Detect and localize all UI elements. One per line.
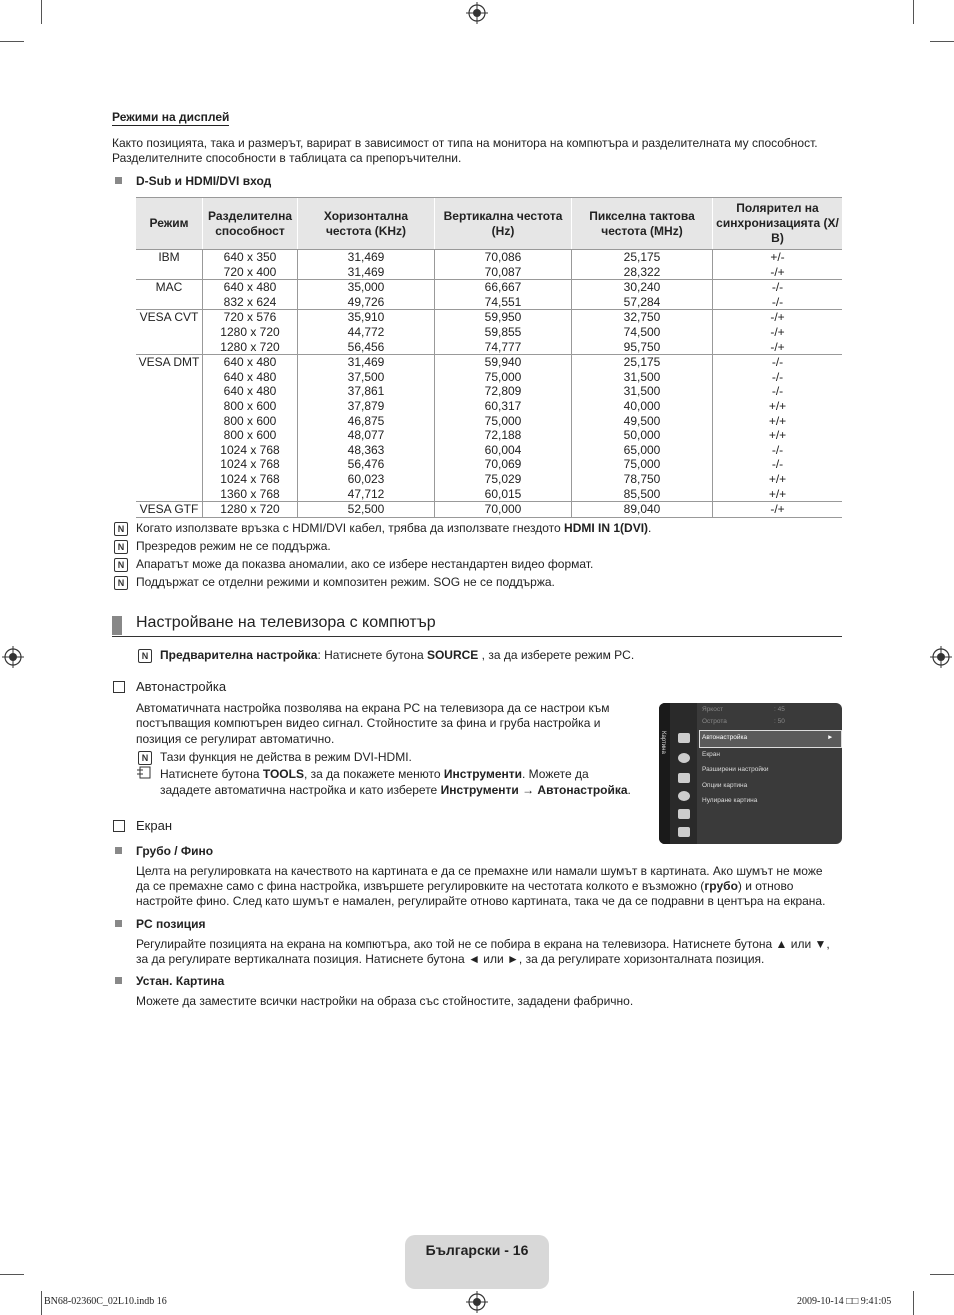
table-row [136, 355, 842, 502]
table-row [136, 310, 842, 355]
table-cell-value: 70,069 [484, 457, 522, 472]
resolution-cell [203, 310, 298, 355]
input-icon [678, 809, 690, 819]
menu-item-brightness[interactable] [702, 706, 723, 713]
tools-icon [137, 766, 151, 779]
table-cell-value: 70,000 [484, 502, 522, 517]
table-cell-value: +/+ [768, 398, 787, 413]
square-bullet-icon [115, 847, 122, 854]
table-row [136, 250, 842, 280]
table-cell-value: 57,284 [623, 294, 661, 309]
table-cell-value: 59,855 [484, 324, 522, 339]
table-cell-value: 74,777 [484, 339, 522, 354]
table-cell-value: -/+ [770, 324, 785, 339]
table-cell-value: 35,000 [347, 280, 385, 295]
col-pixclk-header: Пикселна тактова честота (MHz) [572, 198, 713, 250]
col-hfreq-header: Хоризонтална честота (KHz) [298, 198, 435, 250]
vfreq-cell [435, 355, 572, 502]
tools-line-2 [160, 783, 631, 798]
table-cell-value: 70,086 [484, 250, 522, 264]
square-bullet-icon [115, 177, 122, 184]
table-cell-value: 75,000 [623, 457, 661, 472]
table-cell-value: 74,500 [623, 324, 661, 339]
channel-icon [678, 773, 690, 783]
table-cell-value: 85,500 [623, 486, 661, 501]
table-cell-value: 60,015 [484, 486, 522, 501]
col-resolution-header: Разделителна способност [203, 198, 298, 250]
resolution-cell [203, 502, 298, 518]
polarity-cell [713, 280, 843, 310]
auto-adjust-line-2: постъпващия компютърен видео сигнал. Стойностите за фина и груба настройка и [136, 716, 601, 730]
menu-tab-label: Картина [660, 731, 666, 754]
table-cell-value: 49,726 [347, 294, 385, 309]
vfreq-cell [435, 502, 572, 518]
mode-cell: IBM [136, 250, 203, 280]
table-cell-value: -/+ [770, 339, 785, 354]
note-hdmi-jack: HDMI IN 1(DVI) [564, 521, 649, 535]
table-cell-value: -/- [771, 457, 784, 472]
display-modes-intro-1: Както позицията, така и размерът, варират в зависимост от типа на монитора на компютъра и разделителната му способност. [112, 136, 818, 150]
note-icon: N [138, 751, 152, 765]
hfreq-cell [298, 355, 435, 502]
table-cell-value: 1360 x 768 [220, 486, 280, 501]
note-hdmi-text: Когато използвате връзка с HDMI/DVI кабел, трябва да използвате гнездото [136, 521, 565, 535]
table-cell-value: +/- [770, 250, 785, 264]
reset-bullet [115, 974, 224, 989]
crop-mark [913, 0, 914, 24]
crop-mark [930, 1274, 954, 1275]
table-cell-value: 720 x 576 [223, 310, 277, 325]
checkbox-icon [113, 820, 125, 832]
sharpness-value: : 50 [774, 718, 785, 725]
pre-setup-end: , за да изберете режим PC. [478, 648, 635, 662]
table-cell-value: 37,500 [347, 369, 385, 384]
table-cell-value: 40,000 [623, 398, 661, 413]
table-cell-value: -/+ [770, 502, 785, 517]
table-cell-value: 75,000 [484, 369, 522, 384]
note-anomaly: Апаратът може да показва аномалии, ако се избере нестандартен видео формат. [136, 557, 594, 571]
table-cell-value: +/+ [768, 486, 787, 501]
note-sog: Поддържат се отделни режими и композитен режим. SOG не се поддържа. [136, 575, 555, 589]
hfreq-cell [298, 502, 435, 518]
table-row [136, 280, 842, 310]
sharpness-label: Острота [702, 718, 727, 725]
table-cell-value: 70,087 [484, 264, 522, 279]
table-cell-value: 640 x 480 [223, 369, 277, 384]
menu-item-picture-reset[interactable]: Нулиране картина [702, 797, 758, 804]
table-cell-value: 720 x 400 [223, 264, 277, 279]
table-cell-value: 32,750 [623, 310, 661, 325]
tools-menu-label: Инструменти [443, 767, 522, 781]
table-cell-value: 30,240 [623, 280, 661, 295]
table-cell-value: 640 x 350 [223, 250, 277, 264]
table-cell-value: 44,772 [347, 324, 385, 339]
crop-mark [913, 1291, 914, 1315]
pos-line-2: за да регулирате вертикалната позиция. Натиснете бутона ◄ или ►, за да регулирате хоризонталната позиция. [136, 952, 765, 966]
display-modes-table [136, 197, 842, 518]
pixclk-cell [572, 250, 713, 280]
registration-mark-icon [930, 646, 952, 668]
hfreq-cell [298, 250, 435, 280]
table-cell-value: -/- [771, 294, 784, 309]
table-cell-value: 48,077 [347, 428, 385, 443]
vfreq-cell [435, 280, 572, 310]
table-cell-value: 52,500 [347, 502, 385, 517]
heading-bar [112, 616, 122, 635]
coarse-fine-bullet [115, 844, 213, 859]
tv-picture-menu [659, 703, 842, 844]
auto-adjust-line-3: позиция се регулират автоматично. [136, 732, 335, 746]
table-cell-value: 31,469 [347, 355, 385, 370]
col-vfreq-header: Вертикална честота (Hz) [435, 198, 572, 250]
coarse-line-2a: да се премахне само с фина настройка, извършете регулировките на честотата колкото е възможно ( [136, 879, 705, 893]
mode-cell: MAC [136, 280, 203, 310]
menu-item-advanced[interactable]: Разширени настройки [702, 766, 769, 773]
square-bullet-icon [115, 920, 122, 927]
table-cell-value: 59,940 [484, 355, 522, 370]
coarse-line-1: Целта на регулировката на качеството на картината е да се премахне или намали шумът в картината. Ако шумът не може [136, 864, 823, 878]
table-cell-value: 832 x 624 [223, 294, 277, 309]
col-polarity-header: Полярител на синхронизацията (Х/В) [713, 198, 843, 250]
coarse-line-3: настройте фино. След като шумът е намален, регулирайте отново картината, така че да се подравни в центъра на екрана. [136, 894, 826, 908]
auto-adjust-line-1: Автоматичната настройка позволява на екрана PC на телевизора да се настрои към [136, 701, 610, 715]
input-bullet [115, 174, 271, 189]
reset-title: Устан. Картина [136, 974, 225, 988]
note-icon: N [114, 522, 128, 536]
table-cell-value: 78,750 [623, 471, 661, 486]
brightness-label: Яркост [702, 706, 724, 713]
note-icon: N [114, 558, 128, 572]
resolution-cell [203, 250, 298, 280]
table-cell-value: 60,317 [484, 398, 522, 413]
table-cell-value: 640 x 480 [223, 280, 277, 295]
table-cell-value: -/- [771, 280, 784, 295]
table-cell-value: 37,861 [347, 384, 385, 399]
polarity-cell [713, 250, 843, 280]
pre-setup-note [160, 648, 634, 663]
square-bullet-icon [115, 977, 122, 984]
note-icon: N [138, 649, 152, 663]
mode-cell: VESA DMT [136, 355, 203, 502]
table-cell-value: -/- [771, 355, 784, 370]
tools-text-3: . Можете да [522, 767, 589, 781]
table-cell-value: +/+ [768, 413, 787, 428]
coarse-line-2c: ) и отново [737, 879, 794, 893]
pixclk-cell [572, 280, 713, 310]
table-cell-value: 47,712 [347, 486, 385, 501]
tools-text-1: Натиснете бутона [160, 767, 263, 781]
table-cell-value: 35,910 [347, 310, 385, 325]
table-cell-value: 75,000 [484, 413, 522, 428]
print-file-name: BN68-02360C_02L10.indb 16 [44, 1296, 167, 1307]
vfreq-cell [435, 310, 572, 355]
table-cell-value: 72,809 [484, 384, 522, 399]
table-cell-value: 31,500 [623, 369, 661, 384]
pixclk-cell [572, 310, 713, 355]
mode-cell: VESA GTF [136, 502, 203, 518]
table-cell-value: 74,551 [484, 294, 522, 309]
print-date: 2009-10-14 □□ 9:41:05 [797, 1296, 892, 1307]
input-bullet-label: D-Sub и HDMI/DVI вход [136, 174, 272, 188]
polarity-cell [713, 502, 843, 518]
menu-item-sharpness[interactable] [702, 718, 727, 725]
tools-line-1 [160, 767, 589, 782]
table-cell-value: 1280 x 720 [220, 324, 280, 339]
table-cell-value: -/- [771, 369, 784, 384]
table-cell-value: 65,000 [623, 442, 661, 457]
table-cell-value: 640 x 480 [223, 384, 277, 399]
table-cell-value: 60,004 [484, 442, 522, 457]
polarity-cell [713, 355, 843, 502]
screen-title: Екран [136, 818, 172, 833]
crop-mark [930, 41, 954, 42]
submenu-arrow-icon: ► [827, 734, 834, 741]
pc-position-bullet [115, 917, 206, 932]
picture-icon [678, 733, 690, 743]
application-icon [678, 827, 690, 837]
note-icon: N [114, 576, 128, 590]
hfreq-cell [298, 310, 435, 355]
note-icon: N [114, 540, 128, 554]
registration-mark-icon [2, 646, 24, 668]
coarse-fine-title: Грубо / Фино [136, 844, 214, 858]
table-cell-value: 48,363 [347, 442, 385, 457]
table-cell-value: 1280 x 720 [220, 339, 280, 354]
auto-adjust-menu-label: Автонастройка [702, 734, 748, 741]
tools-text-2: , за да покажете менюто [303, 767, 444, 781]
table-cell-value: 72,188 [484, 428, 522, 443]
table-cell-value: 1024 x 768 [220, 442, 280, 457]
tools-button-label: TOOLS [262, 767, 304, 781]
table-cell-value: +/+ [768, 428, 787, 443]
display-modes-intro-2: Разделителните способности в таблицата са препоръчителни. [112, 151, 462, 165]
table-cell-value: 31,469 [347, 250, 385, 264]
crop-mark [0, 1274, 24, 1275]
table-row [136, 502, 842, 518]
table-cell-value: 49,500 [623, 413, 661, 428]
menu-item-picture-options[interactable]: Опции картина [702, 782, 748, 789]
table-cell-value: 31,500 [623, 384, 661, 399]
table-cell-value: -/- [771, 442, 784, 457]
table-cell-value: 46,875 [347, 413, 385, 428]
table-cell-value: 89,040 [623, 502, 661, 517]
table-cell-value: 800 x 600 [223, 398, 277, 413]
mode-cell: VESA CVT [136, 310, 203, 355]
brightness-value: : 45 [774, 706, 785, 713]
table-cell-value: 56,456 [347, 339, 385, 354]
table-cell-value: 25,175 [623, 250, 661, 264]
tools-path-label: Инструменти → Автонастройка [440, 783, 628, 797]
display-modes-title: Режими на дисплей [112, 110, 230, 124]
note-interlace: Презредов режим не се поддържа. [136, 539, 331, 553]
table-cell-value: 800 x 600 [223, 428, 277, 443]
table-cell-value: 28,322 [623, 264, 661, 279]
col-mode-header: Режим [136, 198, 203, 250]
menu-item-screen[interactable]: Екран [702, 751, 720, 758]
pre-setup-text: : Натиснете бутона [317, 648, 427, 662]
table-cell-value: -/+ [770, 310, 785, 325]
hfreq-cell [298, 280, 435, 310]
polarity-cell [713, 310, 843, 355]
table-cell-value: 59,950 [484, 310, 522, 325]
sound-icon [678, 753, 690, 763]
table-header-row [136, 198, 842, 250]
page-number-label: Български - 16 [425, 1242, 529, 1258]
table-cell-value: 50,000 [623, 428, 661, 443]
table-cell-value: 640 x 480 [223, 355, 277, 370]
resolution-cell [203, 280, 298, 310]
pixclk-cell [572, 355, 713, 502]
table-cell-value: 95,750 [623, 339, 661, 354]
table-cell-value: +/+ [768, 471, 787, 486]
resolution-cell [203, 355, 298, 502]
pc-setup-heading [112, 612, 842, 637]
table-cell-value: 25,175 [623, 355, 661, 370]
reset-line-1: Можете да заместите всички настройки на образа със стойностите, зададени фабрично. [136, 994, 634, 1008]
table-cell-value: 60,023 [347, 471, 385, 486]
table-cell-value: 75,029 [484, 471, 522, 486]
pc-setup-heading-text: Настройване на телевизора с компютър [136, 614, 436, 631]
menu-item-auto-adjust[interactable] [702, 734, 747, 741]
crop-mark [0, 41, 24, 42]
registration-mark-icon [466, 2, 488, 24]
table-cell-value: 1280 x 720 [220, 502, 280, 517]
pos-line-1: Регулирайте позицията на екрана на компютъра, ако той не се побира в екрана на телевизора. Натиснете бутона ▲ или ▼, [136, 937, 830, 951]
pc-position-title: PC позиция [136, 917, 206, 931]
source-button-label: SOURCE [426, 648, 479, 662]
menu-tab [659, 703, 670, 844]
coarse-bold: грубо [704, 879, 738, 893]
table-cell-value: 66,667 [484, 280, 522, 295]
table-cell-value: -/- [771, 384, 784, 399]
checkbox-icon [113, 681, 125, 693]
table-cell-value: 1024 x 768 [220, 457, 280, 472]
table-cell-value: -/+ [770, 264, 785, 279]
note-hdmi [136, 521, 651, 536]
table-cell-value: 56,476 [347, 457, 385, 472]
registration-mark-icon [466, 1291, 488, 1313]
setup-gear-icon [678, 791, 690, 801]
note-hdmi-end: . [648, 521, 652, 535]
pre-setup-label: Предварителна настройка [160, 648, 318, 662]
auto-adjust-title: Автонастройка [136, 679, 227, 694]
table-cell-value: 37,879 [347, 398, 385, 413]
table-cell-value: 800 x 600 [223, 413, 277, 428]
tools-text-4: зададете автоматична настройка и като изберете [160, 783, 441, 797]
pixclk-cell [572, 502, 713, 518]
tools-text-5: . [627, 783, 631, 797]
crop-mark [41, 0, 42, 24]
crop-mark [41, 1291, 42, 1315]
table-cell-value: 31,469 [347, 264, 385, 279]
vfreq-cell [435, 250, 572, 280]
coarse-line-2 [136, 879, 793, 894]
table-cell-value: 1024 x 768 [220, 471, 280, 486]
auto-adjust-note: Тази функция не действа в режим DVI-HDMI. [160, 750, 412, 764]
